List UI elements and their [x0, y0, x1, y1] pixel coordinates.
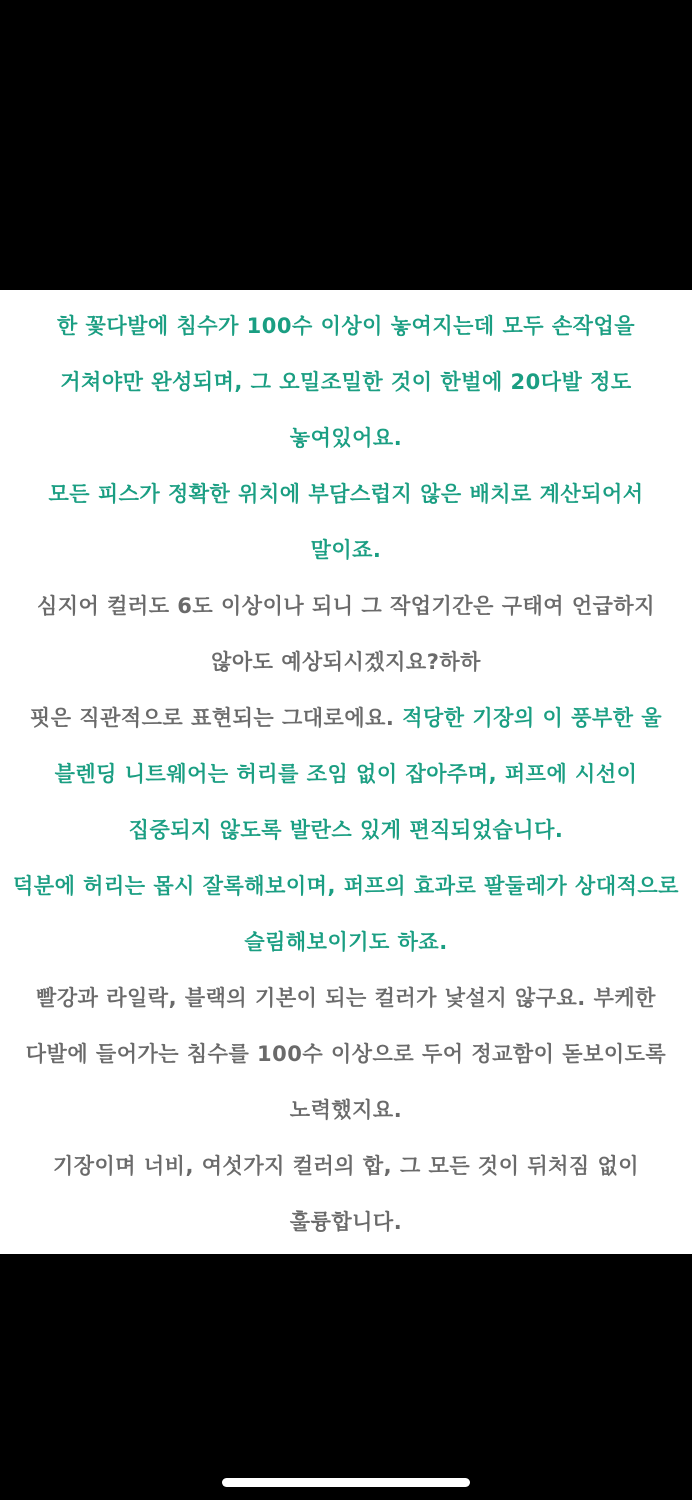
paragraph-fit-detail: 적당한 기장의 이 풍부한 울 블렌딩 니트웨어는 허리를 조임 없이 잡아주며, 퍼프에 시선이 집중되지 않도록 발란스 있게 편직되었습니다. — [54, 706, 663, 842]
paragraph-piece-placement: 모든 피스가 정확한 위치에 부담스럽지 않은 배치로 계산되어서 말이죠. — [48, 482, 644, 562]
paragraph-color-count: 심지어 컬러도 6도 이상이나 되니 그 작업기간은 구태여 언급하지 않아도 예상되시겠지요?하하 — [36, 594, 656, 674]
paragraph-summary: 기장이며 너비, 여섯가지 컬러의 합, 그 모든 것이 뒤처짐 없이 훌륭합니다. — [52, 1154, 640, 1234]
paragraph-fit — [12, 690, 680, 858]
paragraph-colors: 빨강과 라일락, 블랙의 기본이 되는 컬러가 낯설지 않구요. 부케한 다발에 들어가는 침수를 100수 이상으로 두어 정교함이 돋보이도록 노력했지요. — [25, 986, 667, 1122]
bottom-black-area — [0, 1254, 692, 1500]
article-text-panel — [0, 290, 692, 1254]
paragraph-fit-intro: 핏은 직관적으로 표현되는 그대로에요. — [29, 706, 403, 730]
top-black-area — [0, 0, 692, 290]
home-indicator-bar[interactable] — [222, 1478, 470, 1487]
paragraph-flower-bouquet: 한 꽃다발에 침수가 100수 이상이 놓여지는데 모두 손작업을 거쳐야만 완성되며, 그 오밀조밀한 것이 한벌에 20다발 정도 놓여있어요. — [56, 314, 636, 450]
paragraph-waist-effect: 덕분에 허리는 몹시 잘록해보이며, 퍼프의 효과로 팔둘레가 상대적으로 슬림해보이기도 하죠. — [13, 874, 679, 954]
